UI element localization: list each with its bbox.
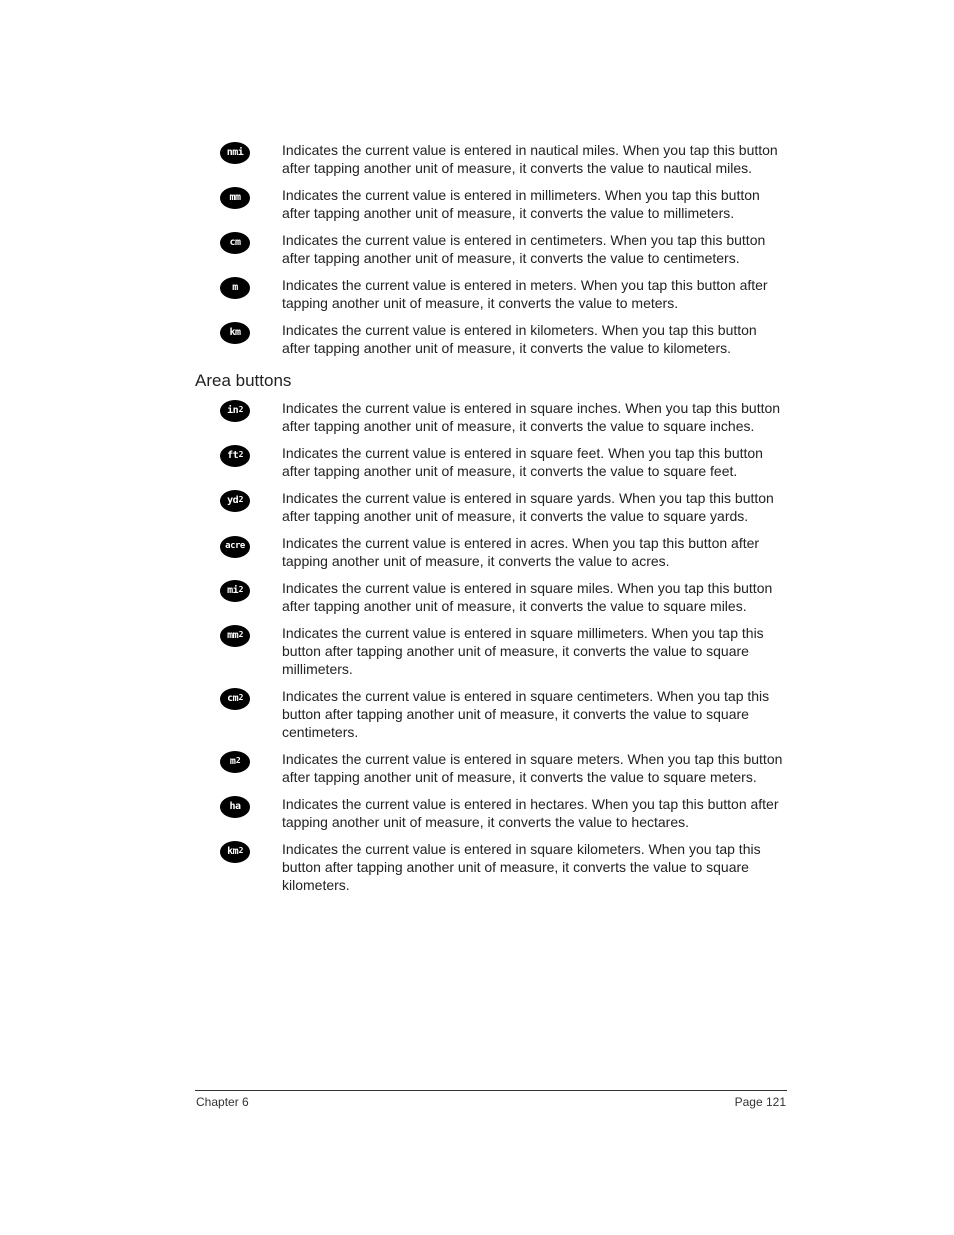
unit-description: Indicates the current value is entered in hectares. When you tap this button after tapping another unit of measure, it converts the value to hectares. [282, 796, 779, 830]
unit-row-mm [195, 186, 787, 222]
unit-description: Indicates the current value is entered in millimeters. When you tap this button after tapping another unit of measure, it converts the value to millimeters. [282, 187, 760, 221]
unit-row-m [195, 276, 787, 312]
unit-description: Indicates the current value is entered in square kilometers. When you tap this button after tapping another unit of measure, it converts the value to square kilometers. [282, 841, 761, 893]
ft2-button-icon[interactable]: ft $^2$ [220, 445, 250, 467]
unit-row-ft2 [195, 444, 787, 480]
unit-description: Indicates the current value is entered in meters. When you tap this button after tapping another unit of measure, it converts the value to meters. [282, 277, 768, 311]
acre-button-icon[interactable]: acre [220, 536, 250, 558]
unit-row-nmi [195, 141, 787, 177]
unit-row-in2 [195, 399, 787, 435]
km-button-icon[interactable]: km [220, 322, 250, 344]
unit-description: Indicates the current value is entered in nautical miles. When you tap this button after tapping another unit of measure, it converts the value to nautical miles. [282, 142, 778, 176]
unit-description: Indicates the current value is entered in square centimeters. When you tap this button after tapping another unit of measure, it converts the value to square centimeters. [282, 688, 770, 740]
m2-button-icon[interactable]: m $^2$ [220, 751, 250, 773]
unit-description: Indicates the current value is entered in square meters. When you tap this button after tapping another unit of measure, it converts the value to square meters. [282, 751, 783, 785]
unit-row-cm2 [195, 687, 787, 741]
cm-button-icon[interactable]: cm [220, 232, 250, 254]
yd2-button-icon[interactable]: yd $^2$ [220, 490, 250, 512]
unit-row-km2 [195, 840, 787, 894]
mm2-button-icon[interactable]: mm $^2$ [220, 625, 250, 647]
page-footer [195, 1090, 787, 1109]
area-buttons-heading: Area buttons [195, 371, 292, 390]
unit-row-km [195, 321, 787, 357]
unit-row-cm [195, 231, 787, 267]
m-button-icon[interactable]: m [220, 277, 250, 299]
unit-description: Indicates the current value is entered in square yards. When you tap this button after tapping another unit of measure, it converts the value to square yards. [282, 490, 774, 524]
unit-description: Indicates the current value is entered in square millimeters. When you tap this button after tapping another unit of measure, it converts the value to square millimeters. [282, 625, 764, 677]
chapter-label: Chapter 6 [196, 1095, 249, 1109]
unit-description: Indicates the current value is entered in square miles. When you tap this button after tapping another unit of measure, it converts the value to square miles. [282, 580, 773, 614]
page-number: Page 121 [734, 1095, 786, 1109]
nmi-button-icon[interactable]: nmi [220, 142, 250, 164]
unit-row-mi2 [195, 579, 787, 615]
unit-row-m2 [195, 750, 787, 786]
unit-description: Indicates the current value is entered in acres. When you tap this button after tapping another unit of measure, it converts the value to acres. [282, 535, 760, 569]
cm2-button-icon[interactable]: cm $^2$ [220, 688, 250, 710]
ha-button-icon[interactable]: ha [220, 796, 250, 818]
mi2-button-icon[interactable]: mi $^2$ [220, 580, 250, 602]
km2-button-icon[interactable]: km $^2$ [220, 841, 250, 863]
unit-description: Indicates the current value is entered in centimeters. When you tap this button after tapping another unit of measure, it converts the value to centimeters. [282, 232, 766, 266]
unit-row-ha [195, 795, 787, 831]
in2-button-icon[interactable]: in $^2$ [220, 400, 250, 422]
unit-row-mm2 [195, 624, 787, 678]
unit-description: Indicates the current value is entered in kilometers. When you tap this button after tapping another unit of measure, it converts the value to kilometers. [282, 322, 757, 356]
unit-description: Indicates the current value is entered in square feet. When you tap this button after tapping another unit of measure, it converts the value to square feet. [282, 445, 763, 479]
page-content [195, 141, 787, 903]
unit-row-acre [195, 534, 787, 570]
unit-row-yd2 [195, 489, 787, 525]
unit-description: Indicates the current value is entered in square inches. When you tap this button after tapping another unit of measure, it converts the value to square inches. [282, 400, 781, 434]
mm-button-icon[interactable]: mm [220, 187, 250, 209]
